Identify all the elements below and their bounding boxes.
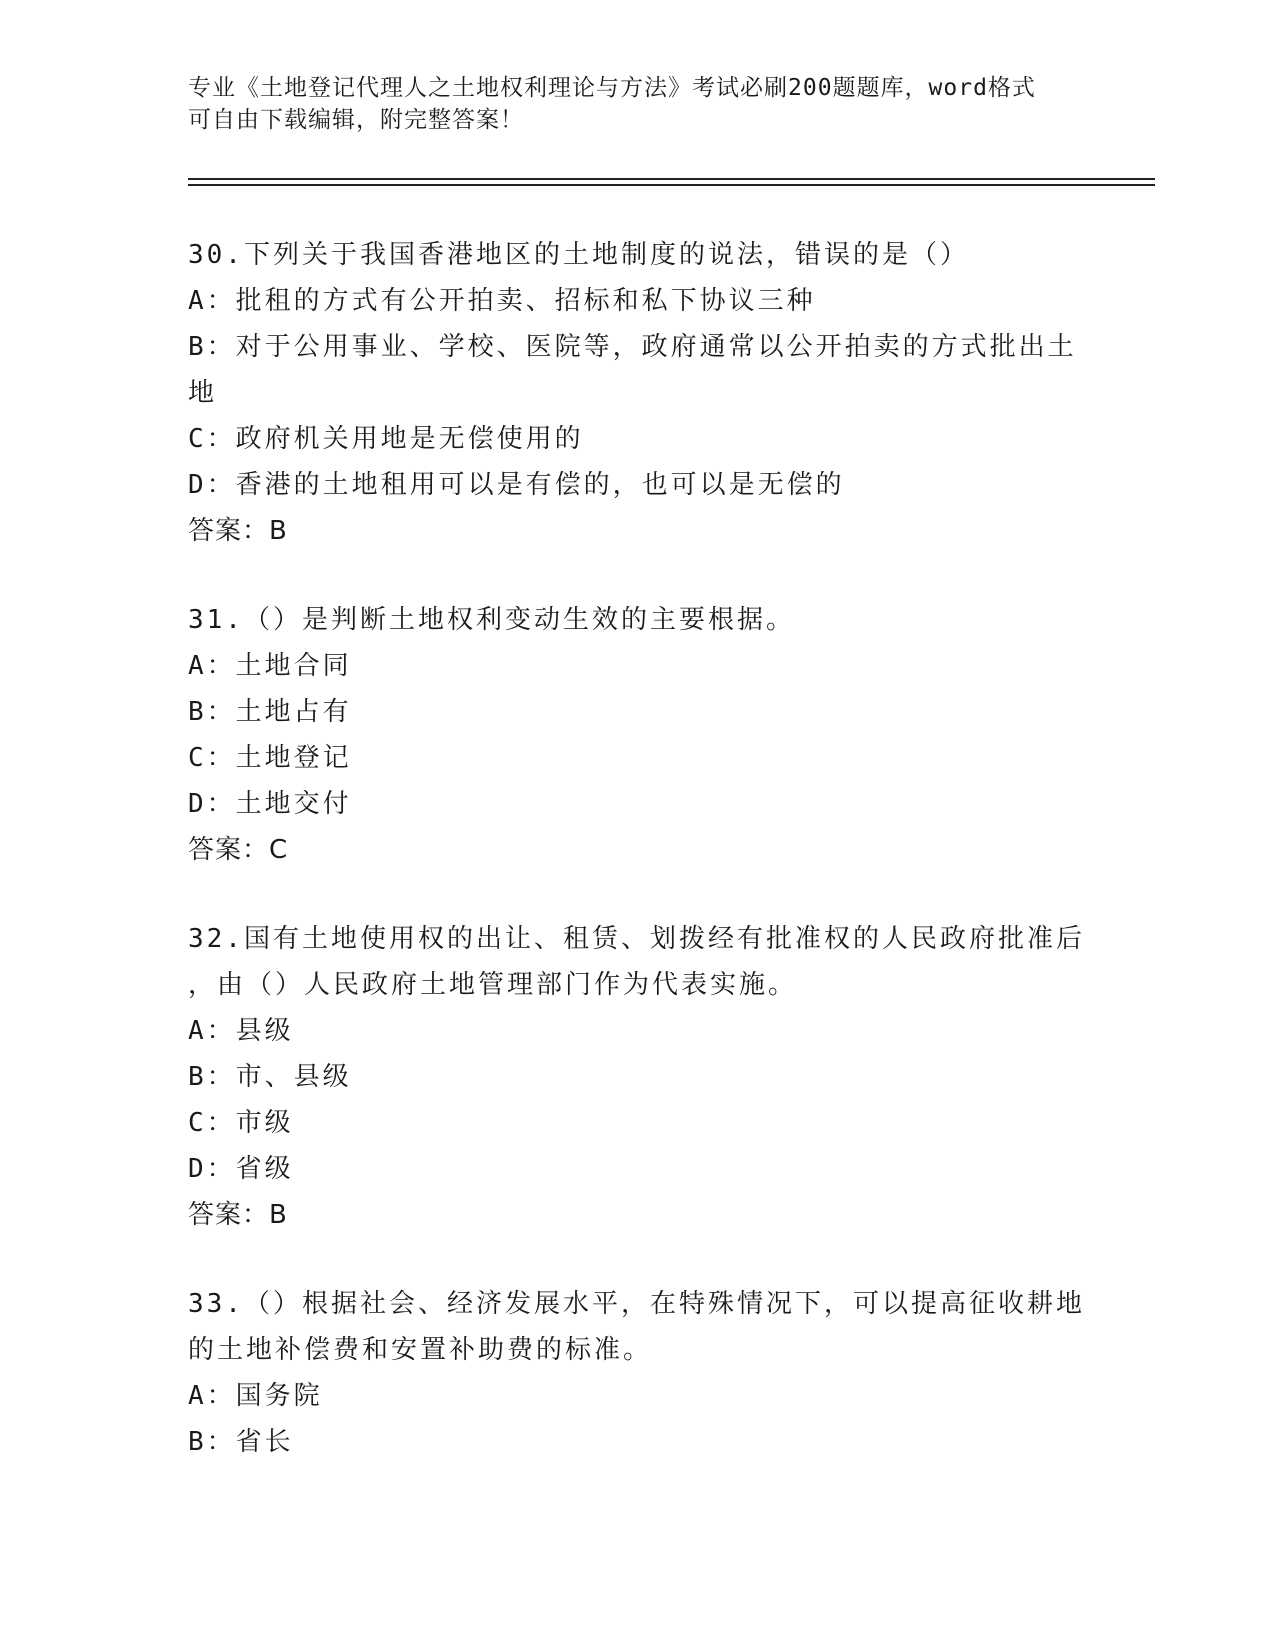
option-c: C：土地登记 (188, 743, 352, 773)
option-c: C：政府机关用地是无偿使用的 (188, 424, 584, 454)
option-a: A：县级 (188, 1016, 294, 1046)
question-item (188, 597, 1088, 873)
option-b: B：市、县级 (188, 1062, 352, 1092)
question-text-continued: 的土地补偿费和安置补助费的标准。 (188, 1335, 653, 1365)
question-text: 31.（）是判断土地权利变动生效的主要根据。 (188, 605, 795, 635)
option-b: B：土地占有 (188, 697, 352, 727)
header-divider (188, 184, 1155, 186)
option-a: A：国务院 (188, 1381, 323, 1411)
header-divider (188, 178, 1155, 180)
header-line: 可自由下载编辑，附完整答案！ (188, 107, 524, 133)
answer-label: 答案：C (188, 835, 289, 865)
question-item (188, 232, 1088, 554)
answer-label: 答案：B (188, 1200, 288, 1230)
question-list (188, 232, 1088, 1508)
option-b: B：对于公用事业、学校、医院等，政府通常以公开拍卖的方式批出土 (188, 332, 1077, 362)
question-item (188, 916, 1088, 1238)
question-text: 32.国有土地使用权的出让、租赁、划拨经有批准权的人民政府批准后 (188, 924, 1085, 954)
option-b: B：省长 (188, 1427, 294, 1457)
option-d: D：香港的土地租用可以是有偿的，也可以是无偿的 (188, 470, 845, 500)
option-c: C：市级 (188, 1108, 294, 1138)
option-a: A：批租的方式有公开拍卖、招标和私下协议三种 (188, 286, 816, 316)
header-line: 专业《土地登记代理人之土地权利理论与方法》考试必刷200题题库，word格式 (188, 75, 1036, 101)
document-header (188, 72, 1088, 136)
option-b-continued: 地 (188, 378, 218, 408)
question-item (188, 1281, 1088, 1465)
question-text: 33.（）根据社会、经济发展水平，在特殊情况下，可以提高征收耕地 (188, 1289, 1085, 1319)
question-text: 30.下列关于我国香港地区的土地制度的说法，错误的是（） (188, 240, 969, 270)
option-d: D：土地交付 (188, 789, 352, 819)
answer-label: 答案：B (188, 516, 288, 546)
option-d: D：省级 (188, 1154, 294, 1184)
question-text-continued: ，由（）人民政府土地管理部门作为代表实施。 (188, 970, 798, 1000)
option-a: A：土地合同 (188, 651, 352, 681)
